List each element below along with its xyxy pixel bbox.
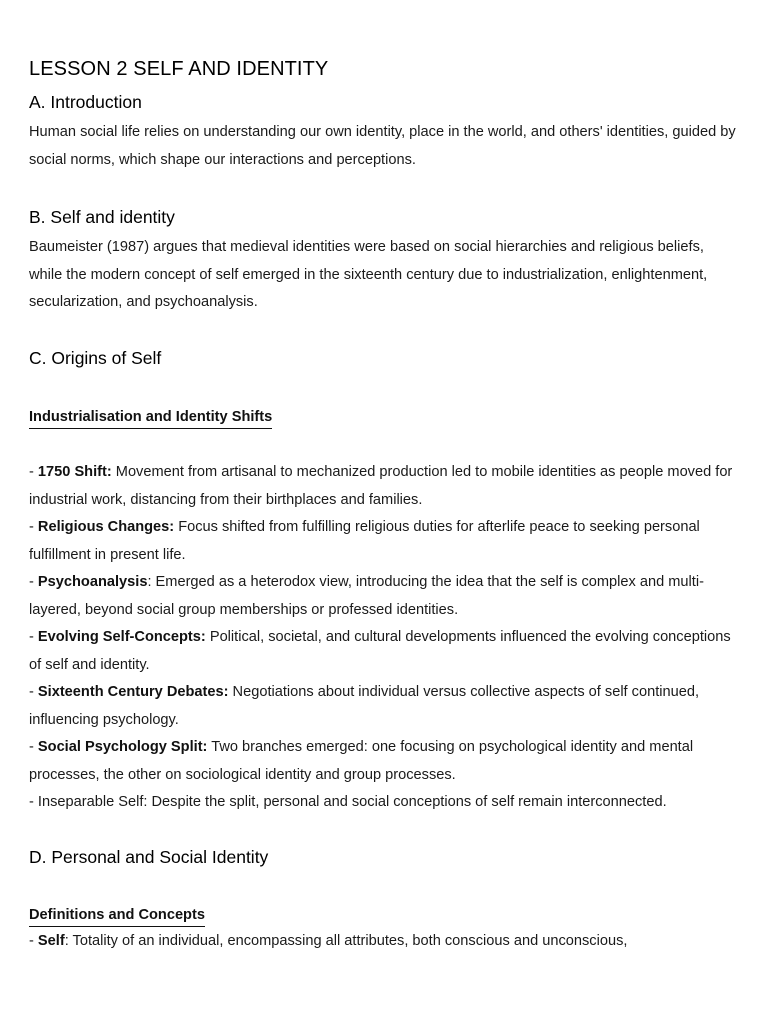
list-item: - Inseparable Self: Despite the split, personal and social conceptions of self remain interconnected. <box>29 794 667 810</box>
section-heading-personal-social-identity: D. Personal and Social Identity <box>29 847 269 867</box>
introduction-paragraph: Human social life relies on understanding our own identity, place in the world, and others' identities, guided by social norms, which shape our interactions and perceptions. <box>29 124 736 168</box>
list-item: - Evolving Self-Concepts: Political, societal, and cultural developments influenced the evolving conceptions of self and identity. <box>29 629 731 673</box>
origins-list <box>29 459 741 817</box>
list-item: - Self: Totality of an individual, encompassing all attributes, both conscious and unconscious, <box>29 933 628 949</box>
list-item: - Social Psychology Split: Two branches emerged: one focusing on psychological identity and mental processes, the other on sociological identity and group processes. <box>29 739 694 783</box>
section-heading-origins-of-self: C. Origins of Self <box>29 348 162 368</box>
definitions-list <box>29 928 741 956</box>
list-item: - Sixteenth Century Debates: Negotiations about individual versus collective aspects of self continued, influencing psychology. <box>29 684 700 728</box>
self-and-identity-paragraph: Baumeister (1987) argues that medieval identities were based on social hierarchies and religious beliefs, while the modern concept of self emerged in the sixteenth century due to industrialization, enlightenment, secularization, and psychoanalysis. <box>29 239 708 310</box>
section-heading-self-and-identity: B. Self and identity <box>29 207 175 227</box>
subheading-definitions: Definitions and Concepts <box>29 904 205 927</box>
list-item: - 1750 Shift: Movement from artisanal to mechanized production led to mobile identities as people moved for industrial work, distancing from their birthplaces and families. <box>29 464 733 508</box>
section-heading-introduction: A. Introduction <box>29 92 142 112</box>
list-item: - Psychoanalysis: Emerged as a heterodox view, introducing the idea that the self is complex and multi-layered, beyond social group memberships or professed identities. <box>29 574 704 618</box>
list-item: - Religious Changes: Focus shifted from fulfilling religious duties for afterlife peace to seeking personal fulfillment in present life. <box>29 519 700 563</box>
page-title: LESSON 2 SELF AND IDENTITY <box>29 58 329 80</box>
subheading-industrialisation: Industrialisation and Identity Shifts <box>29 406 272 429</box>
